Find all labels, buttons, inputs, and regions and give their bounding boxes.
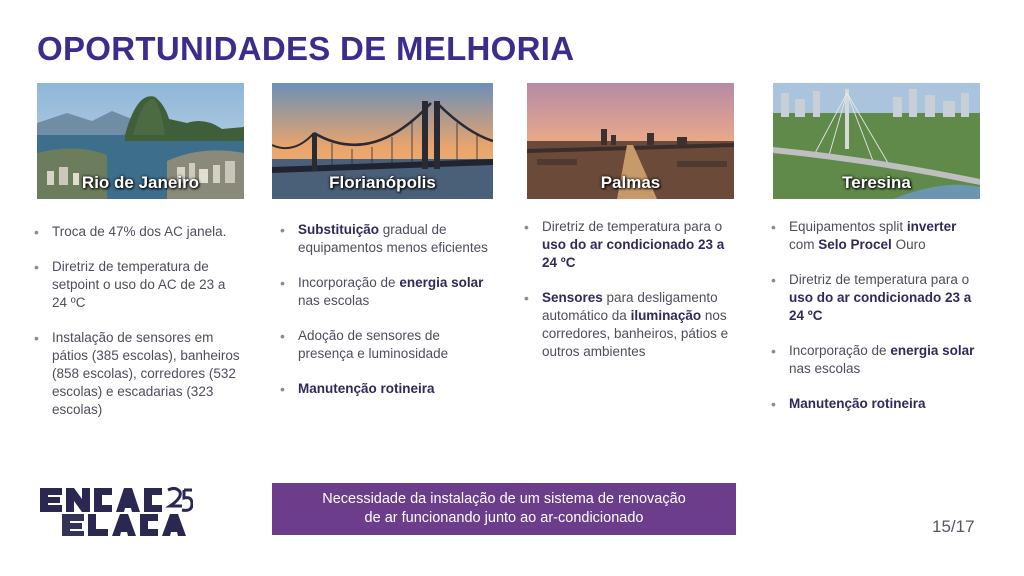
bullet-item bbox=[278, 221, 490, 257]
bullet-item bbox=[278, 274, 490, 310]
teresina-photo bbox=[773, 83, 980, 199]
encac-elacac-logo-icon bbox=[38, 484, 193, 536]
bullet-item bbox=[32, 223, 244, 241]
bullet-text: Diretriz de temperatura para o bbox=[542, 219, 723, 234]
bullet-text: Ouro bbox=[891, 237, 926, 252]
bullet-text: Adoção de sensores de presença e luminosidade bbox=[298, 328, 449, 361]
bullet-text: Equipamentos split bbox=[789, 219, 907, 234]
bullet-text: com bbox=[789, 237, 819, 252]
banner-line-1: Necessidade da instalação de um sistema de renovação bbox=[322, 491, 686, 507]
slide-title: OPORTUNIDADES DE MELHORIA bbox=[37, 30, 575, 67]
bullet-item bbox=[278, 327, 490, 363]
bullet-text: Diretriz de temperatura de setpoint o uso do AC de 23 a 24 ºC bbox=[52, 259, 226, 310]
bullet-item bbox=[769, 271, 981, 325]
bullet-text-bold: iluminação bbox=[630, 308, 702, 323]
banner-line-2: de ar funcionando junto ao ar-condicionado bbox=[364, 510, 644, 526]
bullet-item bbox=[769, 218, 981, 254]
bullet-item bbox=[769, 342, 981, 378]
city-label-teresina: Teresina bbox=[842, 173, 911, 192]
palmas-photo bbox=[527, 83, 734, 199]
bullet-text: gradual de equipamentos menos eficientes bbox=[298, 222, 488, 255]
teresina-bullet-list bbox=[769, 218, 981, 430]
rio-de-janeiro-photo bbox=[37, 83, 244, 199]
bullet-text-bold: energia solar bbox=[890, 343, 975, 358]
bullet-text-bold: uso do ar condicionado 23 a 24 ºC bbox=[542, 237, 725, 270]
bullet-text-bold: Substituição bbox=[298, 222, 380, 237]
bullet-item bbox=[522, 218, 734, 272]
palmas-bullet-list bbox=[522, 218, 734, 378]
city-label-palmas: Palmas bbox=[600, 173, 661, 192]
bullet-item bbox=[32, 258, 244, 312]
florianopolis-bullet-list bbox=[278, 221, 490, 415]
bullet-text: nos corredores, banheiros, pátios e outros ambientes bbox=[542, 308, 729, 359]
renewal-system-banner bbox=[272, 483, 736, 535]
bullet-text: para desligamento automático da bbox=[542, 290, 718, 323]
bullet-text-bold: Manutenção rotineira bbox=[298, 381, 435, 396]
city-label-florianopolis: Florianópolis bbox=[329, 173, 436, 192]
bullet-text: Incorporação de bbox=[789, 343, 891, 358]
bullet-text-bold: uso do ar condicionado 23 a 24 ºC bbox=[789, 290, 972, 323]
bullet-text-bold: Manutenção rotineira bbox=[789, 396, 926, 411]
bullet-text: Incorporação de bbox=[298, 275, 400, 290]
bullet-item bbox=[522, 289, 734, 361]
bullet-text-bold: Selo Procel bbox=[818, 237, 892, 252]
page-number: 15/17 bbox=[932, 517, 975, 536]
bullet-text-bold: Sensores bbox=[542, 290, 603, 305]
bullet-text: Instalação de sensores em pátios (385 escolas), banheiros (858 escolas), corredores (532 escolas) e escadarias (323 escolas) bbox=[52, 330, 240, 417]
bullet-text: nas escolas bbox=[298, 293, 370, 308]
bullet-text: nas escolas bbox=[789, 361, 861, 376]
bullet-text: Troca de 47% dos AC janela. bbox=[52, 224, 227, 239]
bullet-item bbox=[32, 329, 244, 419]
rio-bullet-list bbox=[32, 223, 244, 436]
bullet-item bbox=[769, 395, 981, 413]
bullet-text-bold: inverter bbox=[906, 219, 957, 234]
florianopolis-photo bbox=[272, 83, 493, 199]
bullet-text-bold: energia solar bbox=[399, 275, 484, 290]
city-label-rio: Rio de Janeiro bbox=[81, 173, 200, 192]
bullet-item bbox=[278, 380, 490, 398]
bullet-text: Diretriz de temperatura para o bbox=[789, 272, 970, 287]
